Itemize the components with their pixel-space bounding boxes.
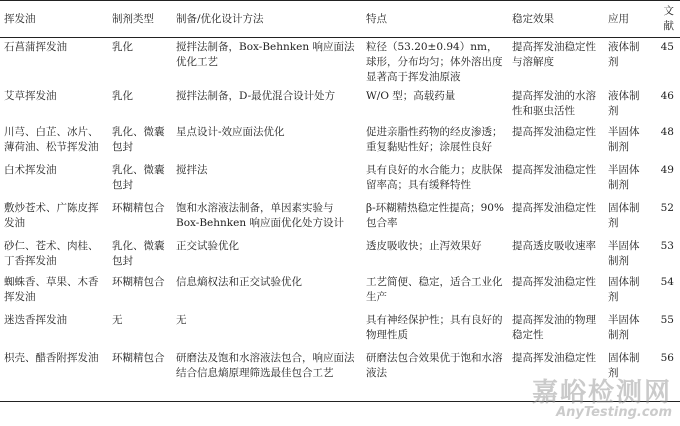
cell-application: 固体制剂: [608, 276, 640, 303]
cell-method: 搅拌法制备，Box-Behnken 响应面法优化工艺: [176, 41, 355, 68]
cell-type: 环糊精包合: [108, 349, 172, 401]
cell-feature: 促进亲脂性药物的经皮渗透；重复黏贴性好；涂展性良好: [366, 126, 503, 153]
watermark-cn: 嘉峪检测网: [531, 378, 672, 408]
cell-type: 无: [112, 314, 123, 326]
cell-application: 半固体制剂: [608, 164, 640, 191]
cell-method: 信息熵权法和正交试验优化: [176, 276, 302, 288]
cell-reference: 53: [660, 240, 674, 252]
cell-stability: 提高挥发油稳定性: [512, 126, 596, 138]
header-row: [0, 1, 680, 38]
cell-reference: 46: [660, 90, 674, 102]
cell-stability: 提高挥发油稳定性与溶解度: [512, 41, 596, 68]
watermark: [532, 372, 672, 420]
cell-oil: 石菖蒲挥发油: [4, 41, 67, 53]
cell-method: 研磨法及饱和水溶液法包合，响应面法结合信息熵原理筛选最佳包合工艺: [172, 349, 362, 401]
cell-stability: 提高挥发油稳定性: [508, 349, 604, 401]
cell-application: 固体制剂: [604, 349, 652, 401]
cell-reference: 48: [660, 126, 674, 138]
cell-application: 固体制剂: [608, 202, 640, 229]
cell-type: 环糊精包合: [112, 202, 165, 214]
cell-oil: 砂仁、苍术、肉桂、丁香挥发油: [4, 240, 99, 267]
cell-type: 乳化、微囊包封: [112, 240, 165, 267]
cell-feature: 研磨法包合效果优于饱和水溶液法: [362, 349, 508, 401]
cell-type: 乳化、微囊包封: [112, 126, 165, 153]
cell-stability: 提高挥发油的水溶性和驱虫活性: [512, 90, 596, 117]
header-reference: 文献: [652, 1, 680, 38]
cell-feature: 粒径（53.20±0.94）nm，球形，分布均匀；体外溶出度显著高于挥发油原液: [366, 41, 503, 83]
cell-feature: 具有良好的水合能力；皮肤保留率高；具有缓释特性: [366, 164, 503, 191]
cell-method: 搅拌法: [176, 164, 208, 176]
cell-method: 星点设计-效应面法优化: [176, 126, 285, 138]
cell-reference: 54: [660, 276, 674, 288]
cell-oil: 白术挥发油: [4, 164, 57, 176]
cell-oil: 川芎、白芷、冰片、薄荷油、松节挥发油: [4, 126, 99, 153]
table-row: [0, 311, 680, 349]
table-row: [0, 87, 680, 123]
cell-method: 饱和水溶液法制备，单因素实验与 Box-Behnken 响应面优化处方设计: [176, 202, 344, 229]
cell-oil: 蜘蛛香、草果、木香挥发油: [4, 276, 99, 303]
header-feature: 特点: [362, 1, 508, 38]
cell-application: 半固体制剂: [608, 126, 640, 153]
table-row: [0, 237, 680, 273]
cell-method: 无: [176, 314, 187, 326]
cell-reference: 52: [660, 202, 674, 214]
cell-feature: 透皮吸收快；止泻效果好: [366, 240, 482, 252]
cell-oil: 枳壳、醋香附挥发油: [0, 349, 108, 401]
cell-feature: W/O 型；高载药量: [366, 90, 456, 102]
cell-type: 乳化: [112, 90, 133, 102]
cell-reference: 45: [660, 41, 674, 53]
cell-stability: 提高挥发油稳定性: [512, 276, 596, 288]
cell-application: 液体制剂: [608, 41, 640, 68]
cell-reference: 56: [652, 349, 680, 401]
table-row: [0, 273, 680, 311]
table-row: [0, 161, 680, 199]
cell-feature: β-环糊精热稳定性提高；90%包合率: [366, 202, 504, 229]
cell-feature: 工艺简便、稳定，适合工业化生产: [366, 276, 503, 303]
table-row: [0, 199, 680, 237]
cell-reference: 49: [660, 164, 674, 176]
table-row: [0, 123, 680, 161]
cell-stability: 提高透皮吸收速率: [512, 240, 596, 252]
header-type: 制剂类型: [108, 1, 172, 38]
header-method: 制备/优化设计方法: [172, 1, 362, 38]
cell-oil: 敷炒苍术、广陈皮挥发油: [4, 202, 99, 229]
cell-oil: 迷迭香挥发油: [4, 314, 67, 326]
cell-type: 乳化: [112, 41, 133, 53]
table-row: [0, 38, 680, 88]
header-oil: 挥发油: [0, 1, 108, 38]
cell-application: 液体制剂: [608, 90, 640, 117]
cell-type: 乳化、微囊包封: [112, 164, 165, 191]
cell-type: 环糊精包合: [112, 276, 165, 288]
cell-stability: 提高挥发油的物理稳定性: [512, 314, 596, 341]
cell-method: 搅拌法制备，D-最优混合设计处方: [176, 90, 336, 102]
watermark-en: AnyTesting.com: [556, 405, 672, 420]
header-application: 应用: [604, 1, 652, 38]
cell-oil: 艾草挥发油: [4, 90, 57, 102]
cell-application: 半固体制剂: [608, 240, 640, 267]
cell-stability: 提高挥发油稳定性: [512, 202, 596, 214]
cell-reference: 55: [660, 314, 674, 326]
header-stability: 稳定效果: [508, 1, 604, 38]
cell-application: 半固体制剂: [608, 314, 640, 341]
cell-method: 正交试验优化: [176, 240, 239, 252]
cell-stability: 提高挥发油稳定性: [512, 164, 596, 176]
cell-feature: 具有神经保护性；具有良好的物理性质: [366, 314, 503, 341]
